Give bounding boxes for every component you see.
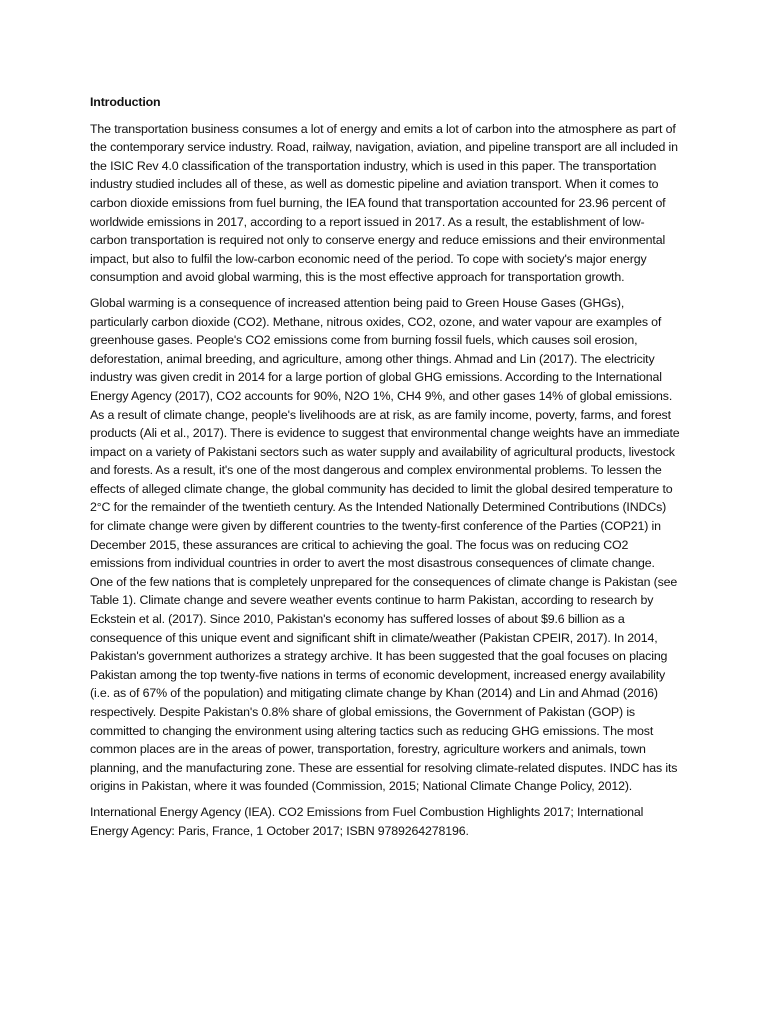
paragraph-reference: International Energy Agency (IEA). CO2 Emissions from Fuel Combustion Highlights 2017; International Energy Agency: Paris, France, 1 October 2017; ISBN 9789264278196. (90, 804, 644, 838)
paragraph-global-warming: Global warming is a consequence of increased attention being paid to Green House Gases (GHGs), particularly carbon dioxide (CO2). Methane, nitrous oxides, CO2, ozone, and water vapour are examples of greenhouse gases. People's CO2 emissions come from burning fossil fuels, which causes soil erosion, deforestation, animal breeding, and agriculture, among other things. Ahmad and Lin (2017). The electricity industry was given credit in 2014 for a large portion of global GHG emissions. According to the International Energy Agency (2017), CO2 accounts for 90%, N2O 1%, CH4 9%, and other gases 14% of global emissions. As a result of climate change, people's livelihoods are at risk, as are family income, poverty, farms, and forest products (Ali et al., 2017). There is evidence to suggest that environmental change weights have an immediate impact on a variety of Pakistani sectors such as water supply and availability of agricultural products, livestock and forests. As a result, it's one of the most dangerous and complex environmental problems. To lessen the effects of alleged climate change, the global community has decided to limit the global desired temperature to 2°C for the remainder of the twentieth century. As the Intended Nationally Determined Contributions (INDCs) for climate change were given by different countries to the twenty-first conference of the Parties (COP21) in December 2015, these assurances are critical to achieving the goal. The focus was on reducing CO2 emissions from individual countries in order to avert the most disastrous consequences of climate change. One of the few nations that is completely unprepared for the consequences of climate change is Pakistan (see Table 1). Climate change and severe weather events continue to harm Pakistan, according to research by Eckstein et al. (2017). Since 2010, Pakistan's economy has suffered losses of about $9.6 billion as a consequence of this unique event and significant shift in climate/weather (Pakistan CPEIR, 2017). In 2014, Pakistan's government authorizes a strategy archive. It has been suggested that the goal focuses on placing Pakistan among the top twenty-five nations in terms of economic development, increased energy availability (i.e. as of 67% of the population) and mitigating climate change by Khan (2014) and Lin and Ahmad (2016) respectively. Despite Pakistan's 0.8% share of global emissions, the Government of Pakistan (GOP) is committed to changing the environment using altering tactics such as reducing GHG emissions. The most common places are in the areas of power, transportation, forestry, agriculture workers and animals, town planning, and the manufacturing zone. These are essential for resolving climate-related disputes. INDC has its origins in Pakistan, where it was founded (Commission, 2015; National Climate Change Policy, 2012). (90, 295, 680, 794)
paragraph-transportation: The transportation business consumes a lot of energy and emits a lot of carbon into the atmosphere as part of the contemporary service industry. Road, railway, navigation, aviation, and pipeline transport are all included in the ISIC Rev 4.0 classification of the transportation industry, which is used in this paper. The transportation industry studied includes all of these, as well as domestic pipeline and aviation transport. When it comes to carbon dioxide emissions from fuel burning, the IEA found that transportation accounted for 23.96 percent of worldwide emissions in 2017, according to a report issued in 2017. As a result, the establishment of low-carbon transportation is required not only to conserve energy and reduce emissions and their environmental impact, but also to fulfil the low-carbon economic need of the period. To cope with society's major energy consumption and avoid global warming, this is the most effective approach for transportation growth. (90, 121, 678, 285)
document-page (90, 93, 680, 847)
section-heading: Introduction (90, 95, 161, 109)
